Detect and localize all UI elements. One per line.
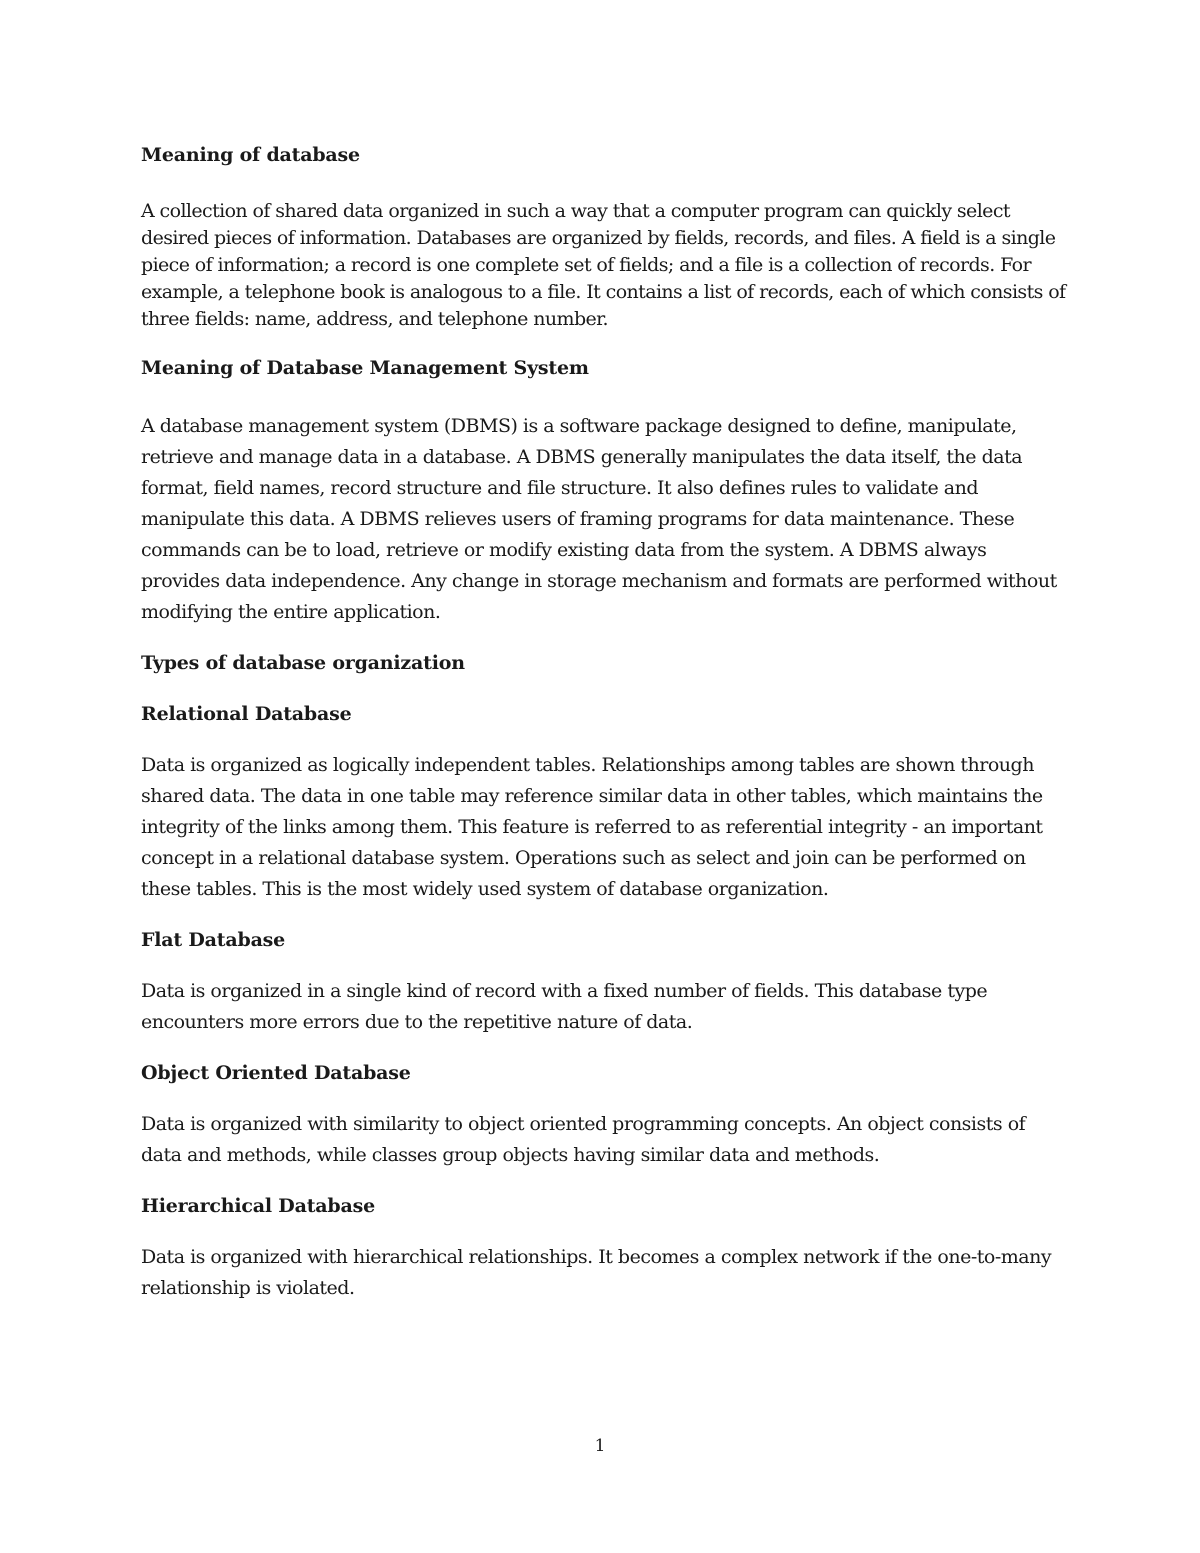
section-heading-types-of-organization: Types of database organization — [141, 652, 465, 674]
section-heading-relational-database: Relational Database — [141, 703, 352, 725]
section-paragraph-meaning-of-dbms: A database management system (DBMS) is a software package designed to define, manipulate, retrieve and manage data in a database. A DBMS generally manipulates the data itself, the data format, field names, record structure and file structure. It also defines rules to validate and manipulate this data. A DBMS relieves users of framing programs for data maintenance. These commands can be to load, retrieve or modify existing data from the system. A DBMS always provides data independence. Any change in storage mechanism and formats are performed without modifying the entire application. — [141, 415, 1057, 623]
section-heading-meaning-of-dbms: Meaning of Database Management System — [141, 357, 589, 379]
section-heading-flat-database: Flat Database — [141, 929, 286, 951]
section-paragraph-relational-database: Data is organized as logically independent tables. Relationships among tables are shown through shared data. The data in one table may reference similar data in other tables, which maintains the integrity of the links among them. This feature is referred to as referential integrity - an important concept in a relational database system. Operations such as select and join can be performed on these tables. This is the most widely used system of database organization. — [141, 754, 1043, 900]
section-heading-meaning-of-database: Meaning of database — [141, 144, 360, 166]
section-heading-hierarchical-database: Hierarchical Database — [141, 1195, 375, 1217]
document-body — [141, 140, 1066, 1324]
section-paragraph-hierarchical-database: Data is organized with hierarchical relationships. It becomes a complex network if the one-to-many relationship is violated. — [141, 1246, 1052, 1299]
section-paragraph-flat-database: Data is organized in a single kind of record with a fixed number of fields. This database type encounters more errors due to the repetitive nature of data. — [141, 980, 988, 1033]
section-heading-object-oriented-database: Object Oriented Database — [141, 1062, 411, 1084]
section-paragraph-object-oriented-database: Data is organized with similarity to object oriented programming concepts. An object consists of data and methods, while classes group objects having similar data and methods. — [141, 1113, 1026, 1166]
page-number: 1 — [594, 1436, 606, 1456]
section-paragraph-meaning-of-database: A collection of shared data organized in such a way that a computer program can quickly select desired pieces of information. Databases are organized by fields, records, and files. A field is a single piece of information; a record is one complete set of fields; and a file is a collection of records. For example, a telephone book is analogous to a file. It contains a list of records, each of which consists of three fields: name, address, and telephone number. — [141, 200, 1066, 330]
